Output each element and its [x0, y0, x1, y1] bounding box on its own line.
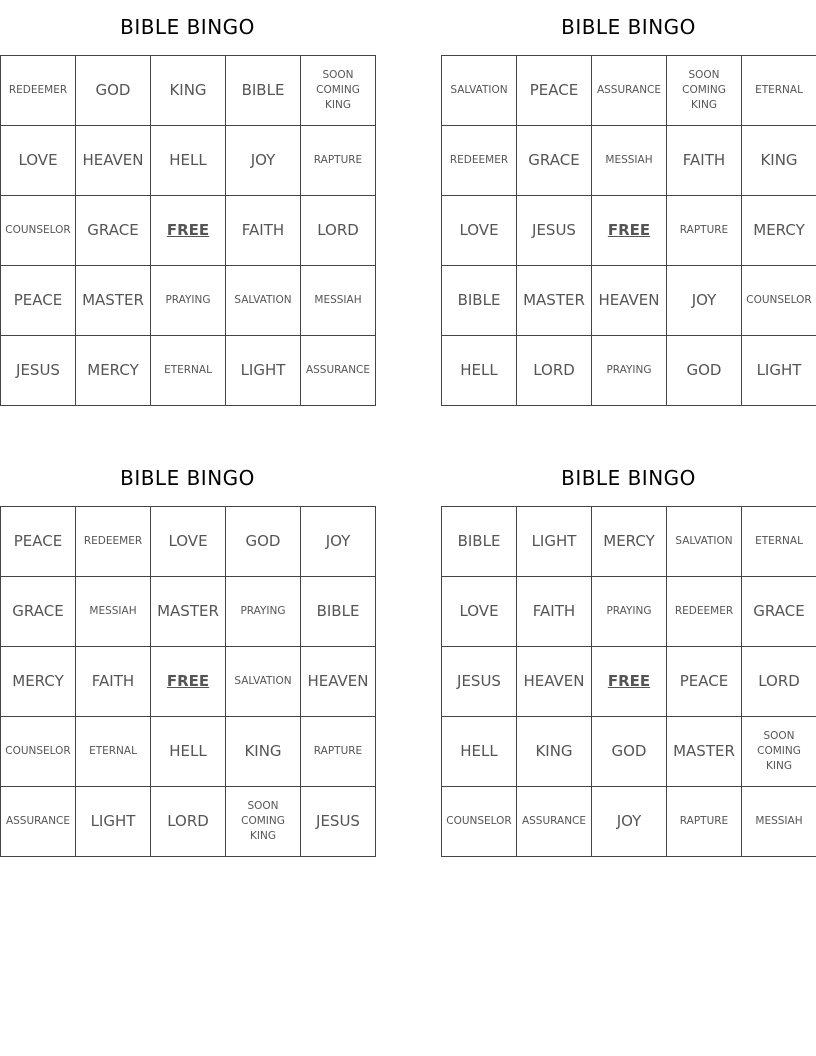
bingo-row	[1, 577, 376, 647]
bingo-row	[442, 647, 816, 717]
bingo-row	[442, 196, 816, 266]
bingo-cell: SALVATION	[667, 507, 742, 577]
bingo-cell: ASSURANCE	[592, 56, 667, 126]
bingo-cell: HELL	[151, 126, 226, 196]
bingo-cell: HELL	[442, 717, 517, 787]
bingo-row	[1, 56, 376, 126]
bingo-row	[1, 336, 376, 406]
bingo-row	[442, 787, 816, 857]
bingo-cell: GRACE	[517, 126, 592, 196]
bingo-grid	[0, 506, 376, 857]
bingo-cell: MASTER	[76, 266, 151, 336]
bingo-cell: MERCY	[742, 196, 816, 266]
bingo-cell: REDEEMER	[667, 577, 742, 647]
bingo-row	[442, 507, 816, 577]
bingo-cell: LORD	[301, 196, 376, 266]
bingo-cell: MESSIAH	[592, 126, 667, 196]
bingo-cell: KING	[742, 126, 816, 196]
bingo-cell: KING	[226, 717, 301, 787]
bingo-row	[1, 266, 376, 336]
bingo-cell: MERCY	[592, 507, 667, 577]
bingo-cell: RAPTURE	[667, 787, 742, 857]
bingo-cell: BIBLE	[301, 577, 376, 647]
bingo-cell: LIGHT	[76, 787, 151, 857]
bingo-cell: FREE	[592, 196, 667, 266]
bingo-cell: JOY	[592, 787, 667, 857]
bingo-cell: COUNSELOR	[442, 787, 517, 857]
bingo-cell: HELL	[442, 336, 517, 406]
bingo-row	[1, 507, 376, 577]
card-title: BIBLE BINGO	[561, 466, 696, 490]
card-title: BIBLE BINGO	[120, 15, 255, 39]
bingo-row	[1, 196, 376, 266]
bingo-cell: LOVE	[1, 126, 76, 196]
bingo-cell: KING	[517, 717, 592, 787]
bingo-cell: ETERNAL	[742, 56, 816, 126]
bingo-cell: RAPTURE	[667, 196, 742, 266]
bingo-grid	[441, 506, 816, 857]
bingo-cell: COUNSELOR	[742, 266, 816, 336]
bingo-row	[442, 126, 816, 196]
bingo-cell: JESUS	[442, 647, 517, 717]
bingo-cell: LOVE	[151, 507, 226, 577]
bingo-row	[442, 577, 816, 647]
bingo-cell: MASTER	[667, 717, 742, 787]
bingo-cell: ASSURANCE	[517, 787, 592, 857]
bingo-cell: GOD	[226, 507, 301, 577]
bingo-cell: JOY	[667, 266, 742, 336]
bingo-cell: FAITH	[226, 196, 301, 266]
bingo-cell: GRACE	[1, 577, 76, 647]
bingo-cell: LOVE	[442, 196, 517, 266]
bingo-row	[1, 787, 376, 857]
bingo-cell: PEACE	[1, 507, 76, 577]
bingo-cell: ETERNAL	[151, 336, 226, 406]
bingo-cell: BIBLE	[442, 266, 517, 336]
bingo-cell: JOY	[226, 126, 301, 196]
bingo-cell: MERCY	[76, 336, 151, 406]
bingo-cell: REDEEMER	[1, 56, 76, 126]
bingo-cell: SALVATION	[226, 266, 301, 336]
bingo-cell: FREE	[592, 647, 667, 717]
bingo-cell: GOD	[667, 336, 742, 406]
bingo-row	[1, 717, 376, 787]
bingo-cell: SALVATION	[226, 647, 301, 717]
bingo-row	[442, 336, 816, 406]
bingo-cell: ASSURANCE	[301, 336, 376, 406]
bingo-cell: REDEEMER	[442, 126, 517, 196]
bingo-cell: LOVE	[442, 577, 517, 647]
bingo-cell: SOON COMING KING	[742, 717, 816, 787]
bingo-cell: MASTER	[151, 577, 226, 647]
bingo-cell: MERCY	[1, 647, 76, 717]
bingo-cell: COUNSELOR	[1, 717, 76, 787]
bingo-cell: MESSIAH	[742, 787, 816, 857]
bingo-cell: FAITH	[517, 577, 592, 647]
bingo-cell: PRAYING	[226, 577, 301, 647]
card-title: BIBLE BINGO	[120, 466, 255, 490]
bingo-cell: LIGHT	[226, 336, 301, 406]
bingo-cell: GRACE	[76, 196, 151, 266]
bingo-cell: ASSURANCE	[1, 787, 76, 857]
bingo-cell: JESUS	[517, 196, 592, 266]
bingo-cell: LORD	[517, 336, 592, 406]
bingo-cell: JOY	[301, 507, 376, 577]
bingo-cell: GRACE	[742, 577, 816, 647]
bingo-cell: COUNSELOR	[1, 196, 76, 266]
bingo-row	[442, 266, 816, 336]
bingo-cell: GOD	[76, 56, 151, 126]
card-title: BIBLE BINGO	[561, 15, 696, 39]
bingo-cell: HEAVEN	[301, 647, 376, 717]
bingo-cell: MESSIAH	[76, 577, 151, 647]
bingo-cell: SOON COMING KING	[667, 56, 742, 126]
bingo-row	[442, 717, 816, 787]
bingo-cell: LORD	[742, 647, 816, 717]
bingo-cell: MASTER	[517, 266, 592, 336]
bingo-cell: MESSIAH	[301, 266, 376, 336]
bingo-cell: FAITH	[76, 647, 151, 717]
bingo-cell: BIBLE	[442, 507, 517, 577]
bingo-cell: PEACE	[517, 56, 592, 126]
bingo-cell: RAPTURE	[301, 126, 376, 196]
bingo-cell: SOON COMING KING	[226, 787, 301, 857]
bingo-cell: BIBLE	[226, 56, 301, 126]
bingo-cell: ETERNAL	[742, 507, 816, 577]
bingo-cell: GOD	[592, 717, 667, 787]
bingo-grid	[441, 55, 816, 406]
bingo-cell: PRAYING	[151, 266, 226, 336]
bingo-row	[442, 56, 816, 126]
bingo-cell: LORD	[151, 787, 226, 857]
bingo-cell: LIGHT	[742, 336, 816, 406]
bingo-cell: SALVATION	[442, 56, 517, 126]
bingo-cell: FAITH	[667, 126, 742, 196]
bingo-cell: FREE	[151, 647, 226, 717]
bingo-cell: FREE	[151, 196, 226, 266]
bingo-grid	[0, 55, 376, 406]
bingo-cell: RAPTURE	[301, 717, 376, 787]
bingo-cell: HELL	[151, 717, 226, 787]
bingo-cell: KING	[151, 56, 226, 126]
bingo-cell: PEACE	[1, 266, 76, 336]
bingo-cell: JESUS	[1, 336, 76, 406]
bingo-cell: HEAVEN	[517, 647, 592, 717]
bingo-cell: ETERNAL	[76, 717, 151, 787]
bingo-cell: JESUS	[301, 787, 376, 857]
bingo-cell: HEAVEN	[592, 266, 667, 336]
bingo-cell: REDEEMER	[76, 507, 151, 577]
bingo-cell: LIGHT	[517, 507, 592, 577]
bingo-cell: PRAYING	[592, 336, 667, 406]
bingo-row	[1, 647, 376, 717]
bingo-cell: PRAYING	[592, 577, 667, 647]
bingo-cell: PEACE	[667, 647, 742, 717]
bingo-cell: HEAVEN	[76, 126, 151, 196]
bingo-cell: SOON COMING KING	[301, 56, 376, 126]
bingo-row	[1, 126, 376, 196]
